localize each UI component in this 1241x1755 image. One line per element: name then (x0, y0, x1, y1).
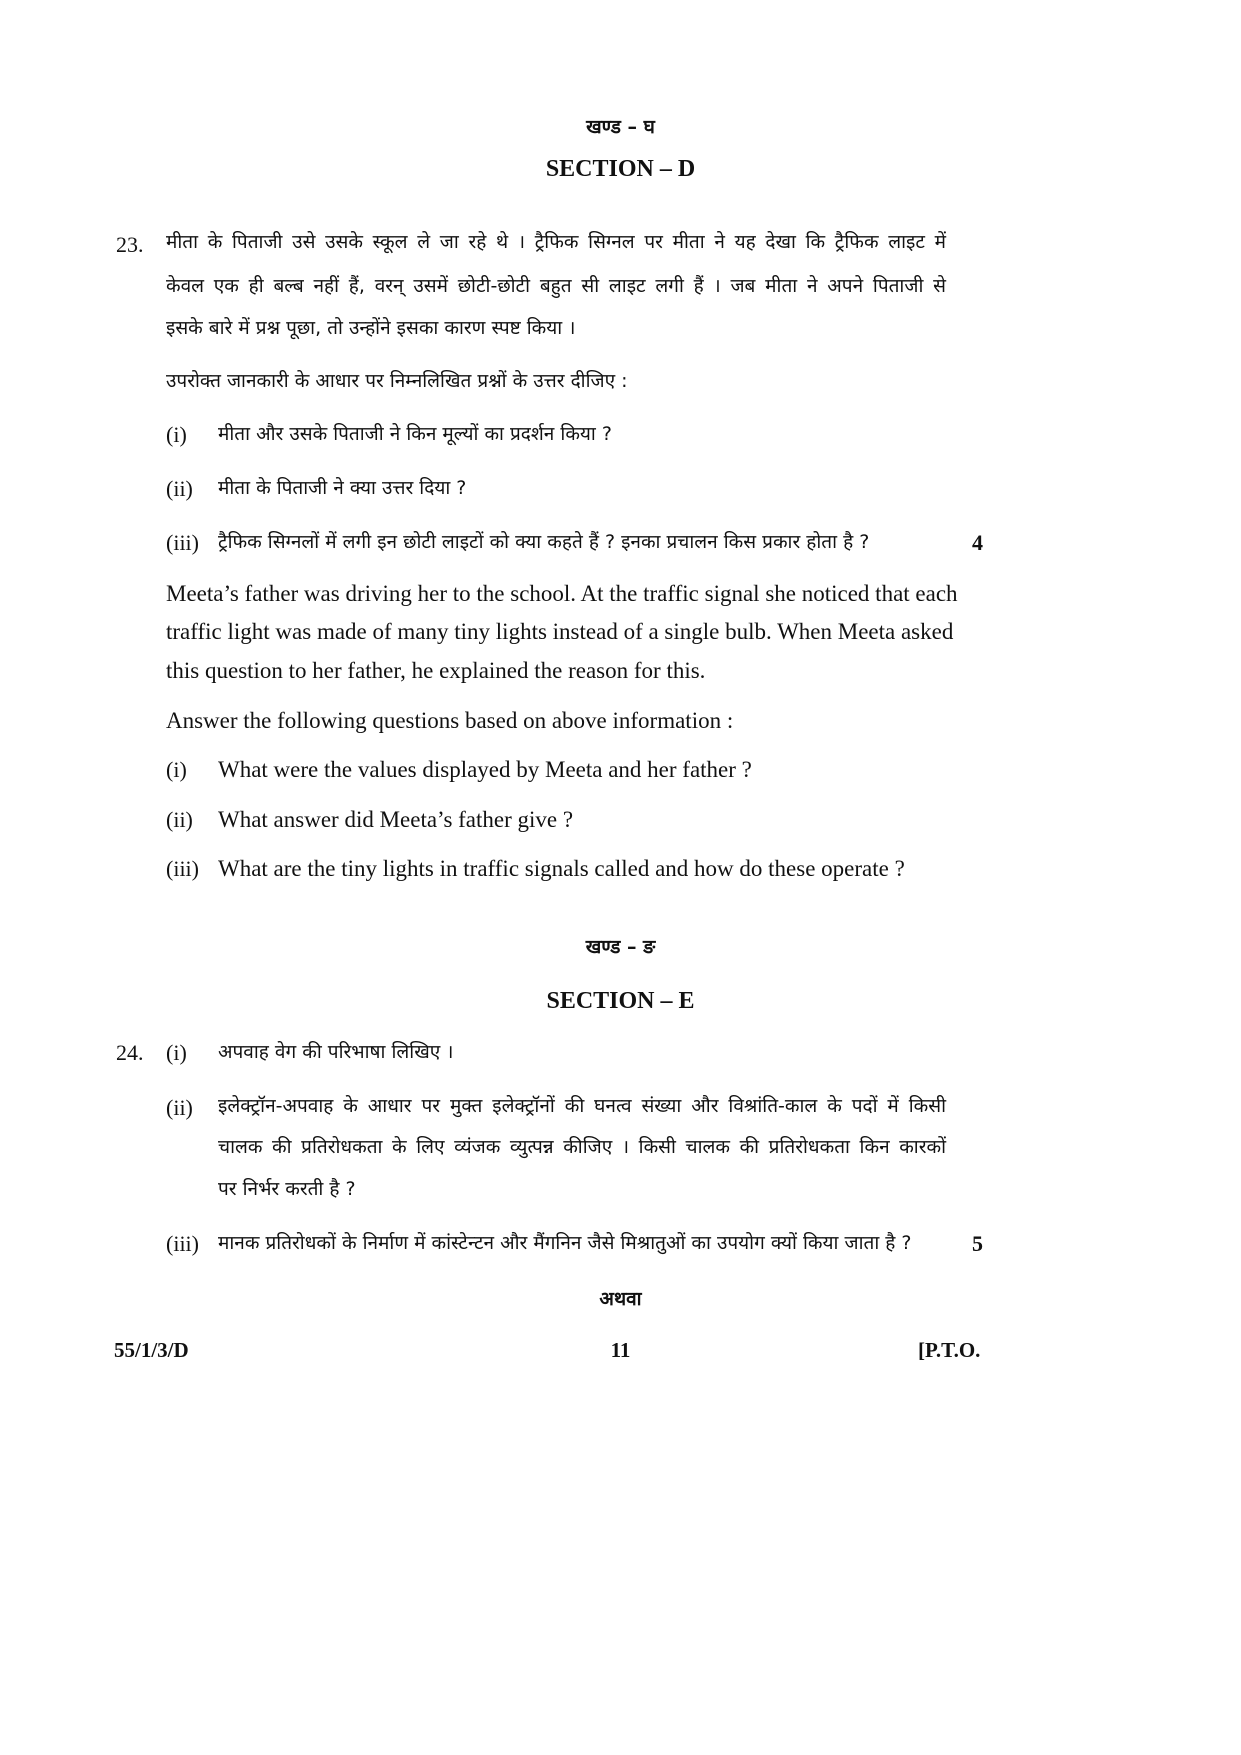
q24-part-ii-line-1: इलेक्ट्रॉन-अपवाह के आधार पर मुक्त इलेक्ट्रॉनों की घनत्व संख्या और विश्रांति-काल के पदों में किसी (218, 1095, 946, 1117)
section-e-title: SECTION – E (546, 988, 695, 1014)
q23-hindi-part-i: मीता और उसके पिताजी ने किन मूल्यों का प्रदर्शन किया ? (218, 423, 612, 445)
page-number: 11 (610, 1338, 631, 1362)
q23-english-instruction: Answer the following questions based on above information : (166, 708, 734, 733)
q23-english-part-iii: What are the tiny lights in traffic signals called and how do these operate ? (218, 856, 905, 881)
q24-part-i-label: (i) (166, 1040, 187, 1065)
q24-part-ii-label: (ii) (166, 1095, 193, 1120)
q23-english-part-ii-label: (ii) (166, 807, 193, 832)
section-d-title: SECTION – D (545, 156, 696, 182)
section-e-hindi-title: खण्ड – ङ (585, 936, 656, 958)
q23-english-line-2: traffic light was made of many tiny lights instead of a single bulb. When Meeta asked (166, 619, 954, 644)
q23-marks: 4 (972, 530, 983, 555)
question-24-number: 24. (116, 1040, 144, 1065)
pto-label: [P.T.O. (918, 1338, 981, 1362)
q23-english-line-1: Meeta’s father was driving her to the school. At the traffic signal she noticed that each (166, 581, 958, 606)
q23-hindi-part-i-label: (i) (166, 422, 187, 447)
q23-english-part-i-label: (i) (166, 757, 187, 782)
q23-english-part-ii: What answer did Meeta’s father give ? (218, 807, 574, 832)
q23-hindi-line-1: मीता के पिताजी उसे उसके स्कूल ले जा रहे थे । ट्रैफिक सिग्नल पर मीता ने यह देखा कि ट्रैफिक लाइट में (166, 231, 946, 253)
q24-or-text: अथवा (599, 1288, 642, 1310)
q23-english-line-3: this question to her father, he explained the reason for this. (166, 658, 706, 683)
q24-part-iii-label: (iii) (166, 1231, 199, 1256)
q24-part-ii-line-2: चालक की प्रतिरोधकता के लिए व्यंजक व्युत्पन्न कीजिए । किसी चालक की प्रतिरोधकता किन कारकों (218, 1136, 946, 1158)
q23-hindi-line-3: इसके बारे में प्रश्न पूछा, तो उन्होंने इसका कारण स्पष्ट किया । (166, 317, 576, 339)
q23-hindi-part-ii-label: (ii) (166, 476, 193, 501)
q23-english-part-i: What were the values displayed by Meeta and her father ? (218, 757, 752, 782)
q23-hindi-line-2: केवल एक ही बल्ब नहीं हैं, वरन् उसमें छोटी-छोटी बहुत सी लाइट लगी हैं । जब मीता ने अपने पिताजी से (166, 275, 946, 297)
paper-code: 55/1/3/D (114, 1338, 189, 1362)
q23-hindi-part-iii: ट्रैफिक सिग्नलों में लगी इन छोटी लाइटों को क्या कहते हैं ? इनका प्रचालन किस प्रकार होता है ? (218, 531, 870, 553)
question-23-number: 23. (116, 232, 144, 257)
q24-part-iii: मानक प्रतिरोधकों के निर्माण में कांस्टेन्टन और मैंगनिन जैसे मिश्रातुओं का उपयोग क्यों किया जाता है ? (218, 1232, 912, 1254)
q23-hindi-part-ii: मीता के पिताजी ने क्या उत्तर दिया ? (218, 477, 467, 499)
q23-hindi-part-iii-label: (iii) (166, 530, 199, 555)
q24-part-ii-line-3: पर निर्भर करती है ? (218, 1178, 356, 1200)
q24-part-i: अपवाह वेग की परिभाषा लिखिए । (218, 1041, 454, 1063)
q23-hindi-instruction: उपरोक्त जानकारी के आधार पर निम्नलिखित प्रश्नों के उत्तर दीजिए : (166, 370, 628, 392)
section-d-hindi-title: खण्ड – घ (586, 116, 655, 138)
q23-english-part-iii-label: (iii) (166, 856, 199, 881)
q24-marks: 5 (972, 1231, 983, 1256)
